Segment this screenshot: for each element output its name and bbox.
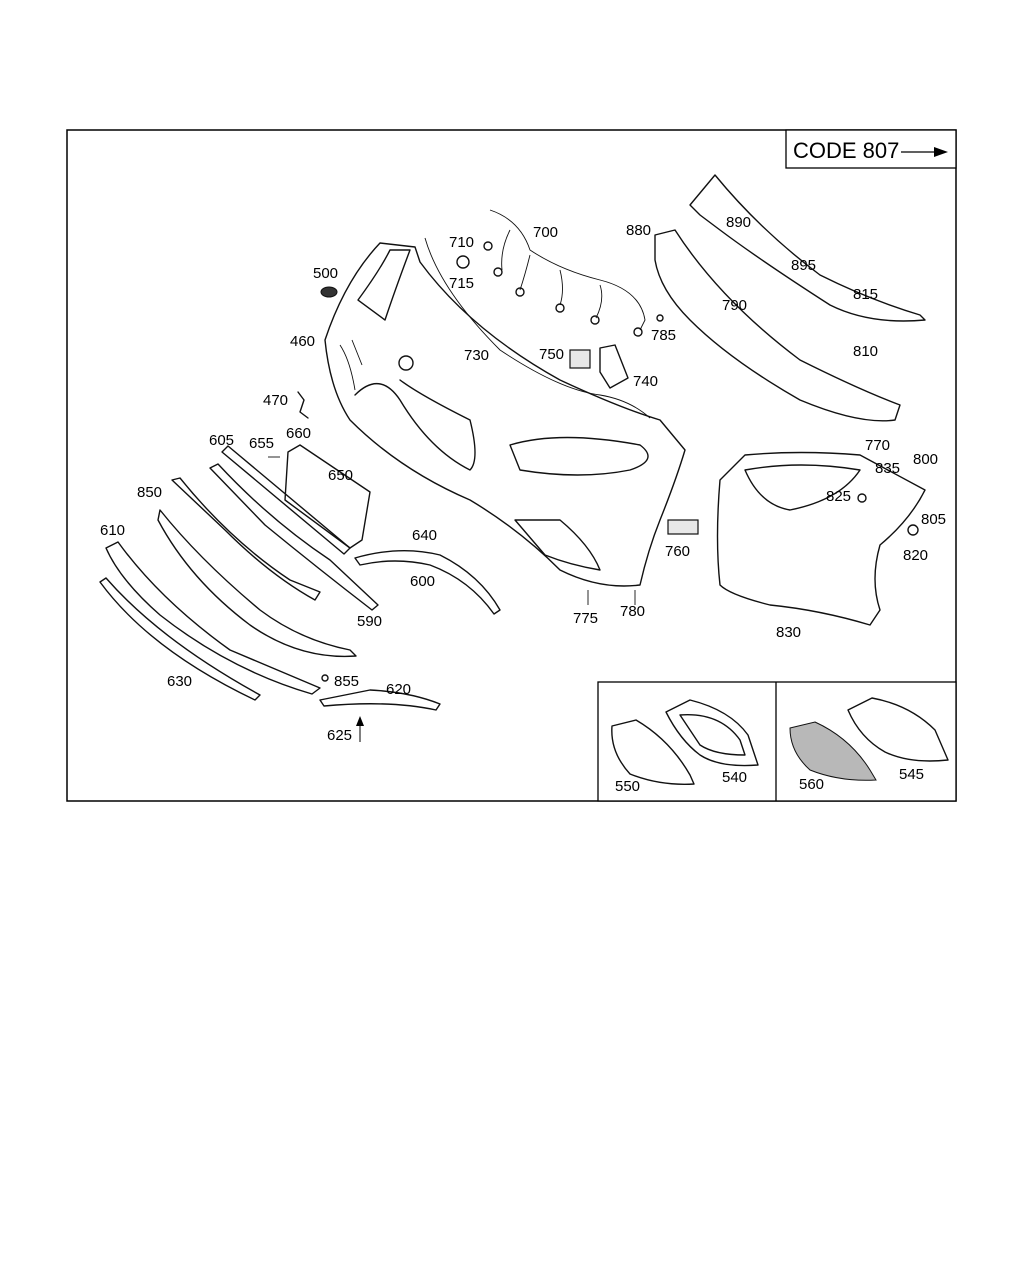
callout-835: 835 [875, 460, 901, 477]
callout-610: 610 [100, 522, 126, 539]
callout-640: 640 [412, 527, 438, 544]
callout-550: 550 [615, 778, 641, 795]
sensor-harness-700 [490, 210, 645, 336]
callout-895: 895 [791, 257, 817, 274]
callout-890: 890 [726, 214, 752, 231]
callout-770: 770 [865, 437, 891, 454]
callout-800: 800 [913, 451, 939, 468]
callout-710: 710 [449, 234, 475, 251]
callout-775: 775 [573, 610, 599, 627]
module-760 [668, 520, 698, 534]
callout-590: 590 [357, 613, 383, 630]
wire-harness-730 [425, 238, 650, 418]
absorber-880 [655, 230, 900, 421]
emblem-500 [321, 287, 337, 297]
callout-460: 460 [290, 333, 316, 350]
callout-790: 790 [722, 297, 748, 314]
callout-625: 625 [327, 727, 353, 744]
callout-650: 650 [328, 467, 354, 484]
callout-605: 605 [209, 432, 235, 449]
callout-470: 470 [263, 392, 289, 409]
callout-805: 805 [921, 511, 947, 528]
bracket-740 [600, 345, 628, 388]
callout-850: 850 [137, 484, 163, 501]
callout-785: 785 [651, 327, 677, 344]
callout-620: 620 [386, 681, 412, 698]
callout-560: 560 [799, 776, 825, 793]
callout-760: 760 [665, 543, 691, 560]
callout-715: 715 [449, 275, 475, 292]
callout-500: 500 [313, 265, 339, 282]
callout-855: 855 [334, 673, 360, 690]
grille-850 [172, 478, 320, 600]
code-807-label: CODE 807 [793, 138, 900, 163]
callout-545: 545 [899, 766, 925, 783]
callout-830: 830 [776, 624, 802, 641]
callout-750: 750 [539, 346, 565, 363]
callout-660: 660 [286, 425, 312, 442]
callout-740: 740 [633, 373, 659, 390]
module-750 [570, 350, 590, 368]
license-plate-650 [285, 445, 370, 548]
callout-880: 880 [626, 222, 652, 239]
trim-620 [320, 690, 440, 710]
code-807-box [786, 130, 956, 168]
arrow-up-icon [356, 716, 364, 726]
callout-780: 780 [620, 603, 646, 620]
callout-825: 825 [826, 488, 852, 505]
callout-700: 700 [533, 224, 559, 241]
callout-655: 655 [249, 435, 275, 452]
callout-815: 815 [853, 286, 879, 303]
callout-540: 540 [722, 769, 748, 786]
bracket-470 [298, 392, 308, 418]
fasteners [268, 315, 918, 740]
inset-panels [598, 682, 956, 801]
callout-810: 810 [853, 343, 879, 360]
callout-600: 600 [410, 573, 436, 590]
callout-630: 630 [167, 673, 193, 690]
callout-820: 820 [903, 547, 929, 564]
callout-730: 730 [464, 347, 490, 364]
